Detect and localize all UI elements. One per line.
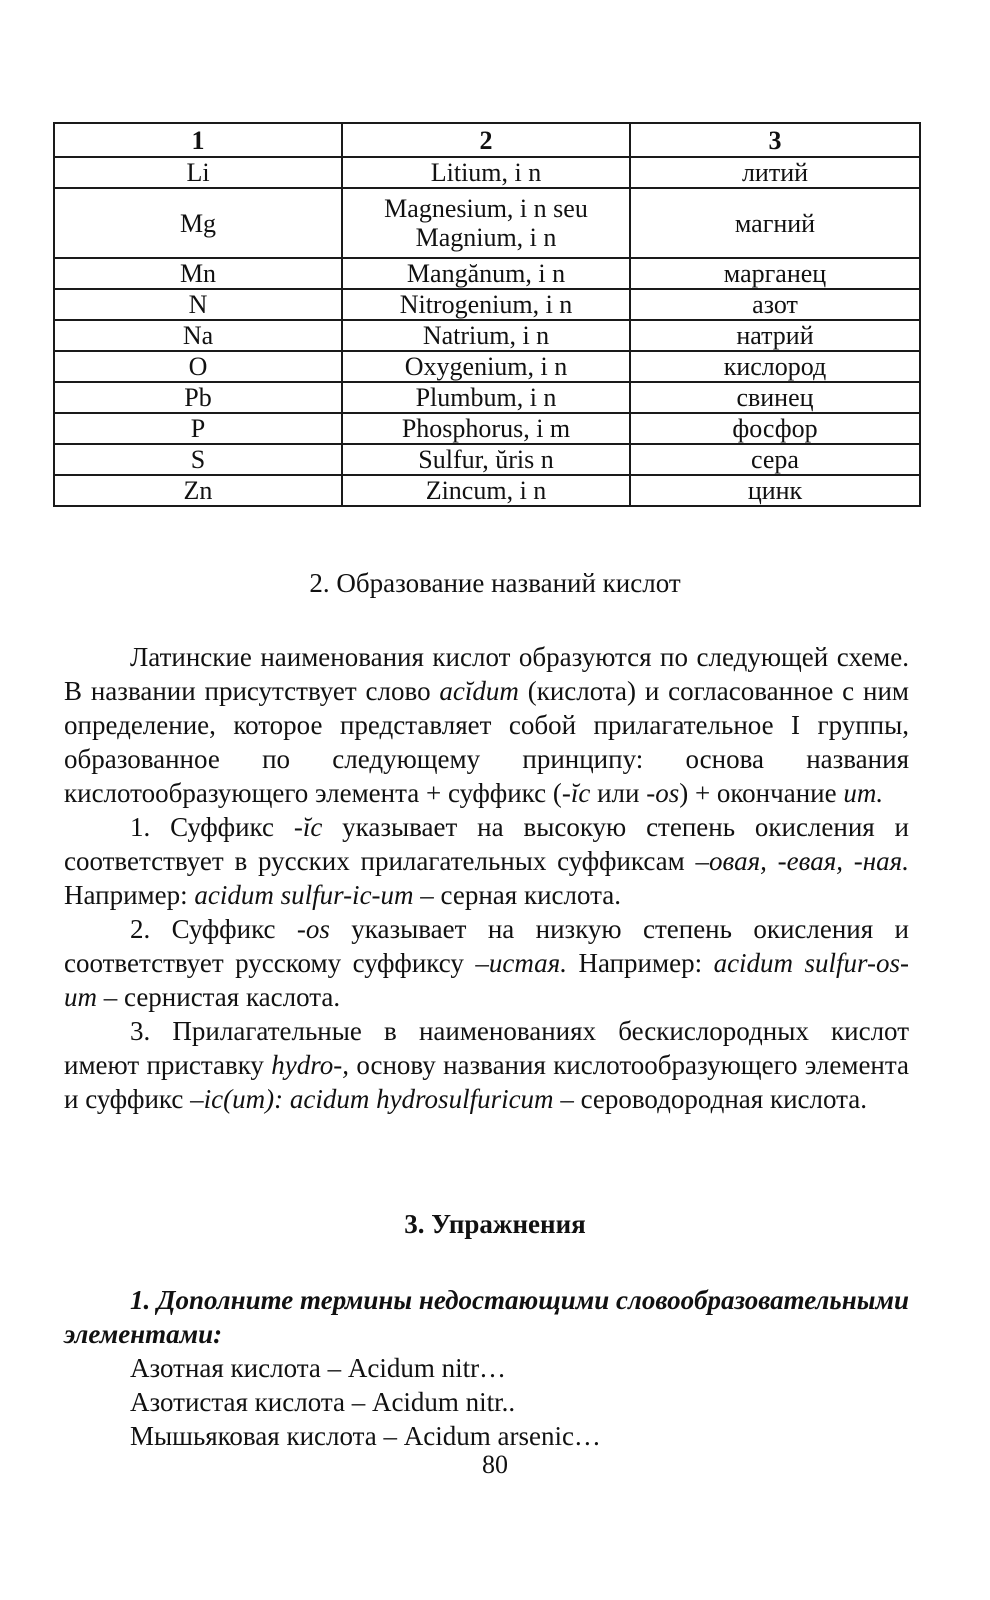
- element-symbol: Na: [54, 320, 342, 351]
- latin-name: Zincum, i n: [342, 475, 630, 506]
- elements-table: [53, 122, 921, 507]
- text-run: указывает на низкую степень окисления и соответствует русскому суффиксу: [64, 914, 909, 978]
- table-header-cell: 3: [630, 123, 920, 157]
- suffix-term: -ĭc: [293, 812, 323, 842]
- russian-name: свинец: [630, 382, 920, 413]
- list-item: Мышьяковая кислота – Acidum arsenic…: [130, 1421, 601, 1451]
- russian-name: фосфор: [630, 413, 920, 444]
- list-item: Азотная кислота – Acidum nitr…: [130, 1353, 507, 1383]
- russian-name: литий: [630, 157, 920, 188]
- element-symbol: Zn: [54, 475, 342, 506]
- list-item: Азотистая кислота – Acidum nitr..: [130, 1387, 516, 1417]
- table-row: [54, 320, 920, 351]
- element-symbol: S: [54, 444, 342, 475]
- table-row: [54, 382, 920, 413]
- suffix-term: -os: [646, 778, 680, 808]
- russian-name: азот: [630, 289, 920, 320]
- rule-paragraph-3: [64, 1014, 909, 1116]
- table-row: [54, 475, 920, 506]
- element-symbol: Li: [54, 157, 342, 188]
- section-title: 2. Образование названий кислот: [309, 568, 681, 598]
- russian-name: цинк: [630, 475, 920, 506]
- text-run: Например:: [566, 948, 714, 978]
- text-run: 3. Прилагательные в наименованиях бескислородных кислот имеют приставку: [64, 1016, 909, 1080]
- element-symbol: N: [54, 289, 342, 320]
- text-run: Латинские наименования кислот образуются по следующей схеме. В названии присутствует слово: [64, 642, 909, 706]
- table-header-cell: 1: [54, 123, 342, 157]
- text-run: – сероводородная кислота.: [553, 1084, 867, 1114]
- table-header-row: [54, 123, 920, 157]
- table-row: [54, 289, 920, 320]
- latin-term: acĭdum: [439, 676, 519, 706]
- rule-paragraph-1: [64, 810, 909, 912]
- russian-name: магний: [630, 188, 920, 258]
- table-row: [54, 413, 920, 444]
- table-row: [54, 444, 920, 475]
- rule-paragraph-2: [64, 912, 909, 1014]
- latin-name: Oxygenium, i n: [342, 351, 630, 382]
- latin-name: Litium, i n: [342, 157, 630, 188]
- latin-name: Phosphorus, i m: [342, 413, 630, 444]
- element-symbol: O: [54, 351, 342, 382]
- table-row: [54, 188, 920, 258]
- suffix-term: -ĭc: [561, 778, 591, 808]
- text-run: указывает на высокую степень окисления и соответствует в русских прилагательных суффиксам: [64, 812, 910, 876]
- page-number: 80: [482, 1450, 508, 1479]
- text-run: 1. Суффикс: [130, 812, 294, 842]
- text-run: 2. Суффикс: [130, 914, 297, 944]
- text-run: – серная кислота.: [413, 880, 621, 910]
- element-symbol: Mn: [54, 258, 342, 289]
- intro-paragraph: [64, 640, 909, 810]
- latin-name: Mangănum, i n: [342, 258, 630, 289]
- text-run: – сернистая каслота.: [97, 982, 341, 1012]
- example-term: acidum sulfur-ic-um: [194, 880, 414, 910]
- table-row: [54, 351, 920, 382]
- body-text: [64, 640, 909, 1116]
- latin-name: Sulfur, ŭris n: [342, 444, 630, 475]
- element-symbol: Pb: [54, 382, 342, 413]
- latin-name: Plumbum, i n: [342, 382, 630, 413]
- table-row: [54, 258, 920, 289]
- latin-name: Magnesium, i n seu Magnium, i n: [342, 188, 630, 258]
- example-term: –ic(um): acidum hydrosulfuricum: [190, 1084, 554, 1114]
- table-header-cell: 2: [342, 123, 630, 157]
- suffix-term: –овая, -евая, -ная.: [695, 846, 909, 876]
- russian-name: натрий: [630, 320, 920, 351]
- text-run: ) + окончание: [679, 778, 844, 808]
- russian-name: сера: [630, 444, 920, 475]
- table-row: [54, 157, 920, 188]
- exercises-title: 3. Упражнения: [404, 1209, 586, 1239]
- text-run: Например:: [64, 880, 195, 910]
- latin-name: Natrium, i n: [342, 320, 630, 351]
- russian-name: кислород: [630, 351, 920, 382]
- text-run: (кислота) и согласованное с ним определение, которое представляет собой прилагательное I группы, образованное по следующему принципу: основа названия кислотообразующего элемента + суффикс (: [64, 676, 909, 808]
- element-symbol: P: [54, 413, 342, 444]
- text-run: или: [590, 778, 647, 808]
- russian-name: марганец: [630, 258, 920, 289]
- suffix-term: –истая.: [475, 948, 567, 978]
- example-term: acidum sulfur-os-um: [64, 948, 909, 1012]
- latin-name: Nitrogenium, i n: [342, 289, 630, 320]
- exercise-list: [130, 1351, 910, 1453]
- suffix-term: -os: [296, 914, 330, 944]
- text-run: основу названия кислотообразующего элемента и суффикс: [64, 1050, 909, 1114]
- prefix-term: hydro-,: [271, 1050, 349, 1080]
- task-instruction: 1. Дополните термины недостающими словообразовательными элементами:: [64, 1285, 909, 1349]
- ending-term: um.: [843, 778, 884, 808]
- element-symbol: Mg: [54, 188, 342, 258]
